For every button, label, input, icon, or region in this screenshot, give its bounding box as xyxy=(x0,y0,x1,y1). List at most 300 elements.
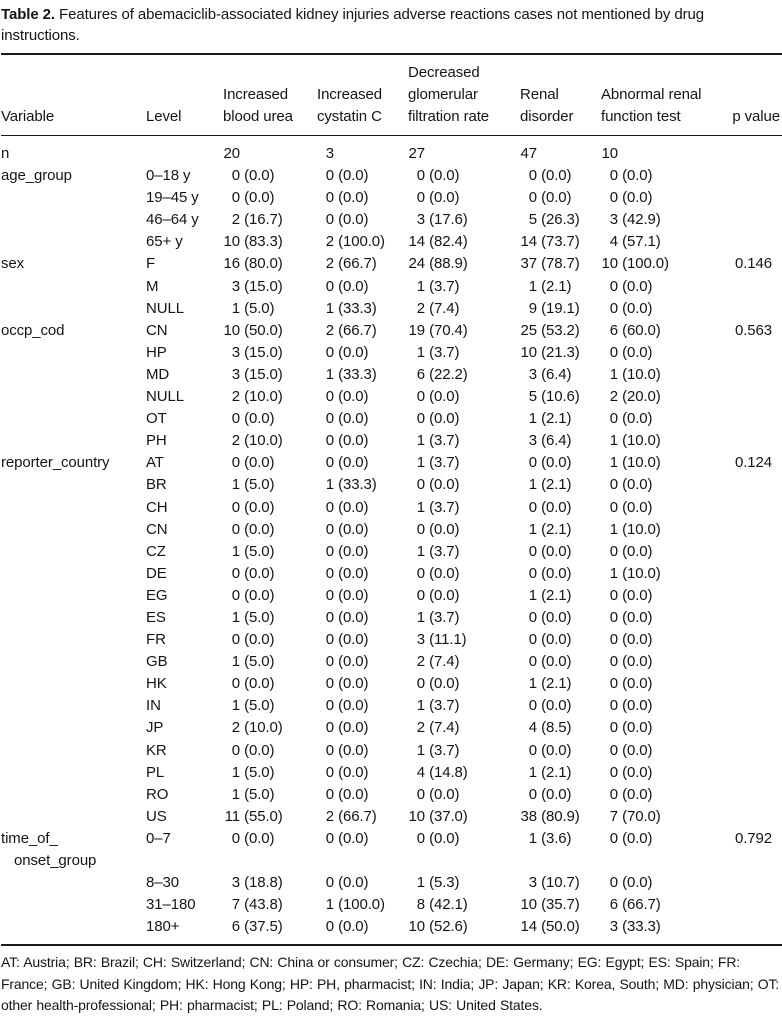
count-value: 4 xyxy=(416,763,425,781)
percent-value: (0.0) xyxy=(622,874,653,892)
pvalue-cell xyxy=(730,762,782,784)
count-value: 1 xyxy=(231,653,240,671)
percent-value: (17.6) xyxy=(429,211,468,229)
count-value: 2 xyxy=(231,388,240,406)
count-value: 3 xyxy=(609,211,618,229)
value-cell xyxy=(520,276,601,298)
variable-cell xyxy=(1,916,146,945)
percent-value: (0.0) xyxy=(541,189,572,207)
value-cell xyxy=(223,519,317,541)
count-value: 10 xyxy=(223,233,240,251)
percent-value: (5.0) xyxy=(244,763,275,781)
value-cell xyxy=(601,916,730,945)
value-cell xyxy=(223,430,317,452)
value-cell xyxy=(317,541,408,563)
count-value: 1 xyxy=(325,299,334,317)
level-cell: CH xyxy=(146,498,168,516)
count-value: 0 xyxy=(325,520,334,538)
value-cell xyxy=(601,673,730,695)
count-value: 1 xyxy=(416,542,425,560)
value-cell xyxy=(223,629,317,651)
count-value: 1 xyxy=(528,410,537,428)
level-cell: 0–7 xyxy=(146,829,171,847)
count-value: 0 xyxy=(325,211,334,229)
percent-value: (3.7) xyxy=(429,741,460,759)
count-value: 1 xyxy=(231,785,240,803)
table-row xyxy=(1,695,782,717)
table-body xyxy=(1,136,782,946)
percent-value: (33.3) xyxy=(622,918,661,936)
count-value: 10 xyxy=(408,807,425,825)
value-cell xyxy=(408,165,520,187)
table-row xyxy=(1,740,782,762)
variable-cell xyxy=(1,231,146,253)
pvalue-cell xyxy=(730,673,782,695)
value-cell xyxy=(520,136,601,166)
value-cell xyxy=(520,408,601,430)
percent-value: (0.0) xyxy=(622,697,653,715)
pvalue-cell xyxy=(730,298,782,320)
percent-value: (21.3) xyxy=(541,343,580,361)
percent-value: (7.4) xyxy=(429,653,460,671)
count-value: 0 xyxy=(609,719,618,737)
count-value: 2 xyxy=(231,432,240,450)
count-value: 0 xyxy=(528,653,537,671)
value-cell xyxy=(520,231,601,253)
pvalue-cell xyxy=(730,806,782,828)
variable-cell xyxy=(1,762,146,784)
count-value: 25 xyxy=(520,321,537,339)
percent-value: (0.0) xyxy=(622,675,653,693)
level-cell: RO xyxy=(146,785,169,803)
count-value: 1 xyxy=(325,365,334,383)
percent-value: (0.0) xyxy=(338,564,369,582)
count-value: 0 xyxy=(609,189,618,207)
percent-value: (0.0) xyxy=(338,454,369,472)
value-cell xyxy=(601,298,730,320)
count-value: 0 xyxy=(325,697,334,715)
table-header xyxy=(1,54,782,136)
pvalue-cell xyxy=(730,695,782,717)
count-value: 9 xyxy=(528,299,537,317)
percent-value: (20.0) xyxy=(622,388,661,406)
value-cell xyxy=(408,916,520,945)
value-cell xyxy=(223,497,317,519)
percent-value: (2.1) xyxy=(541,476,572,494)
value-cell xyxy=(223,165,317,187)
count-value: 3 xyxy=(325,145,334,162)
count-value: 0 xyxy=(231,520,240,538)
percent-value: (0.0) xyxy=(338,432,369,450)
value-cell xyxy=(520,452,601,474)
count-value: 1 xyxy=(416,343,425,361)
value-cell xyxy=(601,894,730,916)
value-cell xyxy=(223,408,317,430)
percent-value: (10.6) xyxy=(541,388,580,406)
percent-value: (0.0) xyxy=(338,829,369,847)
percent-value: (53.2) xyxy=(541,321,580,339)
percent-value: (2.1) xyxy=(541,675,572,693)
value-cell xyxy=(601,563,730,585)
value-cell xyxy=(317,497,408,519)
count-value: 0 xyxy=(528,785,537,803)
count-value: 3 xyxy=(528,432,537,450)
count-value: 1 xyxy=(416,432,425,450)
value-cell xyxy=(520,364,601,386)
count-value: 0 xyxy=(609,167,618,185)
count-value: 1 xyxy=(416,608,425,626)
percent-value: (0.0) xyxy=(541,653,572,671)
percent-value: (0.0) xyxy=(622,277,653,295)
count-value: 0 xyxy=(325,653,334,671)
percent-value: (2.1) xyxy=(541,520,572,538)
percent-value: (3.7) xyxy=(429,697,460,715)
count-value: 2 xyxy=(609,388,618,406)
percent-value: (0.0) xyxy=(622,785,653,803)
value-cell xyxy=(520,298,601,320)
value-cell xyxy=(601,474,730,496)
percent-value: (7.4) xyxy=(429,719,460,737)
value-cell xyxy=(601,136,730,166)
value-cell xyxy=(223,364,317,386)
count-value: 0 xyxy=(416,388,425,406)
count-value: 10 xyxy=(520,343,537,361)
percent-value: (80.0) xyxy=(244,255,283,273)
pvalue-cell xyxy=(730,386,782,408)
value-cell xyxy=(601,695,730,717)
percent-value: (0.0) xyxy=(244,741,275,759)
percent-value: (0.0) xyxy=(338,741,369,759)
count-value: 0 xyxy=(416,586,425,604)
percent-value: (60.0) xyxy=(622,321,661,339)
count-value: 0 xyxy=(416,167,425,185)
value-cell xyxy=(520,629,601,651)
value-cell xyxy=(520,806,601,828)
percent-value: (0.0) xyxy=(338,586,369,604)
value-cell xyxy=(223,717,317,739)
value-cell xyxy=(408,806,520,828)
value-cell xyxy=(601,607,730,629)
variable-cell: sex xyxy=(1,255,25,273)
value-cell xyxy=(408,276,520,298)
percent-value: (10.0) xyxy=(622,564,661,582)
value-cell xyxy=(408,695,520,717)
table-row xyxy=(1,806,782,828)
percent-value: (3.7) xyxy=(429,542,460,560)
percent-value: (0.0) xyxy=(622,631,653,649)
count-value: 20 xyxy=(223,145,240,162)
percent-value: (0.0) xyxy=(622,586,653,604)
percent-value: (15.0) xyxy=(244,277,283,295)
pvalue-cell xyxy=(730,894,782,916)
percent-value: (0.0) xyxy=(429,167,460,185)
variable-cell xyxy=(1,894,146,916)
percent-value: (0.0) xyxy=(338,520,369,538)
percent-value: (22.2) xyxy=(429,365,468,383)
percent-value: (0.0) xyxy=(338,653,369,671)
count-value: 3 xyxy=(416,631,425,649)
level-cell: PL xyxy=(146,763,165,781)
count-value: 1 xyxy=(416,277,425,295)
percent-value: (5.0) xyxy=(244,299,275,317)
value-cell xyxy=(601,253,730,275)
percent-value: (0.0) xyxy=(541,697,572,715)
value-cell xyxy=(520,187,601,209)
count-value: 1 xyxy=(231,299,240,317)
percent-value: (0.0) xyxy=(338,874,369,892)
percent-value: (37.0) xyxy=(429,807,468,825)
value-cell xyxy=(408,497,520,519)
table-row xyxy=(1,872,782,894)
value-cell xyxy=(520,320,601,342)
count-value: 0 xyxy=(231,564,240,582)
count-value: 0 xyxy=(325,719,334,737)
pvalue-cell xyxy=(730,740,782,762)
column-header: Decreased glomerular filtration rate xyxy=(408,54,520,136)
count-value: 2 xyxy=(416,299,425,317)
percent-value: (66.7) xyxy=(338,321,377,339)
variable-cell xyxy=(1,386,146,408)
count-value: 0 xyxy=(609,343,618,361)
value-cell xyxy=(408,740,520,762)
pvalue-cell xyxy=(730,784,782,806)
value-cell xyxy=(408,452,520,474)
count-value: 0 xyxy=(609,542,618,560)
value-cell xyxy=(408,673,520,695)
pvalue-cell xyxy=(730,541,782,563)
variable-cell: reporter_country xyxy=(1,454,110,472)
level-cell: CN xyxy=(146,520,168,538)
percent-value: (35.7) xyxy=(541,896,580,914)
count-value: 0 xyxy=(231,631,240,649)
percent-value: (0.0) xyxy=(622,763,653,781)
percent-value: (0.0) xyxy=(429,520,460,538)
table-row xyxy=(1,497,782,519)
variable-cell: n xyxy=(1,145,10,162)
count-value: 0 xyxy=(325,874,334,892)
value-cell xyxy=(223,673,317,695)
count-value: 0 xyxy=(528,454,537,472)
table-footnote: AT: Austria; BR: Brazil; CH: Switzerland; CN: China or consumer; CZ: Czechia; DE: Germany; EG: Egypt; ES: Spain; FR: France; GB: United Kingdom; HK: Hong Kong; HP: PH, pharmacist; IN: India; JP: Japan; KR: Korea, South; MD: physician; OT: other health-professional; PH: pharmacist; PL: Poland; RO: Romania; US: United States. xyxy=(1,954,780,1014)
value-cell xyxy=(408,342,520,364)
percent-value: (8.5) xyxy=(541,719,572,737)
count-value: 0 xyxy=(325,608,334,626)
value-cell xyxy=(317,474,408,496)
percent-value: (78.7) xyxy=(541,255,580,273)
value-cell xyxy=(408,629,520,651)
column-header: p value xyxy=(730,54,782,136)
table-row xyxy=(1,762,782,784)
level-cell: FR xyxy=(146,631,166,649)
percent-value: (0.0) xyxy=(622,167,653,185)
column-header: Renal disorder xyxy=(520,54,601,136)
table-row xyxy=(1,894,782,916)
table-row xyxy=(1,474,782,496)
count-value: 0 xyxy=(609,874,618,892)
count-value: 2 xyxy=(231,719,240,737)
percent-value: (0.0) xyxy=(541,498,572,516)
percent-value: (0.0) xyxy=(244,189,275,207)
count-value: 0 xyxy=(609,763,618,781)
percent-value: (0.0) xyxy=(338,785,369,803)
value-cell xyxy=(601,872,730,894)
percent-value: (0.0) xyxy=(541,167,572,185)
percent-value: (0.0) xyxy=(622,410,653,428)
variable-cell xyxy=(1,872,146,894)
value-cell xyxy=(317,452,408,474)
value-cell xyxy=(317,806,408,828)
pvalue-cell xyxy=(730,872,782,894)
count-value: 10 xyxy=(223,321,240,339)
value-cell xyxy=(408,386,520,408)
value-cell xyxy=(317,342,408,364)
value-cell xyxy=(520,253,601,275)
value-cell xyxy=(317,408,408,430)
value-cell xyxy=(317,740,408,762)
percent-value: (5.0) xyxy=(244,542,275,560)
value-cell xyxy=(223,585,317,607)
count-value: 10 xyxy=(408,918,425,936)
pvalue-cell xyxy=(730,165,782,187)
count-value: 0 xyxy=(528,741,537,759)
count-value: 0 xyxy=(609,631,618,649)
pvalue-cell xyxy=(730,408,782,430)
percent-value: (0.0) xyxy=(244,520,275,538)
percent-value: (0.0) xyxy=(429,675,460,693)
percent-value: (6.4) xyxy=(541,432,572,450)
value-cell xyxy=(601,430,730,452)
level-cell: HK xyxy=(146,675,167,693)
count-value: 38 xyxy=(520,807,537,825)
pvalue-cell xyxy=(730,607,782,629)
percent-value: (16.7) xyxy=(244,211,283,229)
count-value: 3 xyxy=(231,277,240,295)
value-cell xyxy=(520,165,601,187)
level-cell: M xyxy=(146,277,159,295)
variable-cell xyxy=(1,585,146,607)
value-cell xyxy=(223,276,317,298)
value-cell xyxy=(408,872,520,894)
count-value: 0 xyxy=(416,476,425,494)
percent-value: (88.9) xyxy=(429,255,468,273)
count-value: 8 xyxy=(416,896,425,914)
percent-value: (37.5) xyxy=(244,918,283,936)
count-value: 1 xyxy=(416,498,425,516)
percent-value: (0.0) xyxy=(541,631,572,649)
value-cell xyxy=(223,474,317,496)
count-value: 2 xyxy=(416,653,425,671)
count-value: 0 xyxy=(609,586,618,604)
value-cell xyxy=(601,784,730,806)
value-cell xyxy=(601,497,730,519)
value-cell xyxy=(223,607,317,629)
pvalue-cell xyxy=(730,629,782,651)
count-value: 0 xyxy=(325,189,334,207)
count-value: 1 xyxy=(325,896,334,914)
percent-value: (0.0) xyxy=(622,343,653,361)
count-value: 0 xyxy=(416,520,425,538)
variable-cell xyxy=(1,474,146,496)
variable-cell xyxy=(1,563,146,585)
count-value: 1 xyxy=(528,476,537,494)
count-value: 1 xyxy=(416,741,425,759)
value-cell xyxy=(601,519,730,541)
value-cell xyxy=(601,717,730,739)
count-value: 7 xyxy=(609,807,618,825)
percent-value: (52.6) xyxy=(429,918,468,936)
value-cell xyxy=(520,673,601,695)
count-value: 1 xyxy=(528,829,537,847)
value-cell xyxy=(223,784,317,806)
value-cell xyxy=(408,784,520,806)
value-cell xyxy=(317,585,408,607)
percent-value: (42.1) xyxy=(429,896,468,914)
count-value: 3 xyxy=(528,365,537,383)
percent-value: (80.9) xyxy=(541,807,580,825)
value-cell xyxy=(408,364,520,386)
percent-value: (70.4) xyxy=(429,321,468,339)
count-value: 0 xyxy=(528,564,537,582)
percent-value: (0.0) xyxy=(429,476,460,494)
count-value: 1 xyxy=(231,763,240,781)
value-cell xyxy=(408,136,520,166)
percent-value: (0.0) xyxy=(429,586,460,604)
count-value: 6 xyxy=(416,365,425,383)
level-cell: ES xyxy=(146,608,166,626)
percent-value: (0.0) xyxy=(622,829,653,847)
percent-value: (10.0) xyxy=(244,719,283,737)
percent-value: (0.0) xyxy=(338,542,369,560)
value-cell xyxy=(317,430,408,452)
count-value: 3 xyxy=(528,874,537,892)
value-cell xyxy=(601,651,730,673)
percent-value: (0.0) xyxy=(244,454,275,472)
value-cell xyxy=(317,607,408,629)
count-value: 0 xyxy=(231,586,240,604)
percent-value: (7.4) xyxy=(429,299,460,317)
value-cell xyxy=(223,320,317,342)
count-value: 0 xyxy=(416,410,425,428)
count-value: 6 xyxy=(609,896,618,914)
count-value: 0 xyxy=(231,829,240,847)
value-cell xyxy=(601,342,730,364)
count-value: 10 xyxy=(520,896,537,914)
value-cell xyxy=(520,386,601,408)
table-row xyxy=(1,607,782,629)
table-row xyxy=(1,342,782,364)
value-cell xyxy=(520,916,601,945)
value-cell xyxy=(223,762,317,784)
count-value: 1 xyxy=(609,520,618,538)
value-cell xyxy=(317,364,408,386)
value-cell xyxy=(317,828,408,872)
percent-value: (0.0) xyxy=(622,498,653,516)
percent-value: (18.8) xyxy=(244,874,283,892)
value-cell xyxy=(223,806,317,828)
count-value: 37 xyxy=(520,255,537,273)
percent-value: (0.0) xyxy=(338,608,369,626)
level-cell: KR xyxy=(146,741,167,759)
value-cell xyxy=(520,342,601,364)
value-cell xyxy=(408,607,520,629)
value-cell xyxy=(601,320,730,342)
count-value: 3 xyxy=(416,211,425,229)
count-value: 0 xyxy=(325,277,334,295)
value-cell xyxy=(223,872,317,894)
percent-value: (10.0) xyxy=(622,432,661,450)
percent-value: (0.0) xyxy=(338,719,369,737)
count-value: 2 xyxy=(231,211,240,229)
